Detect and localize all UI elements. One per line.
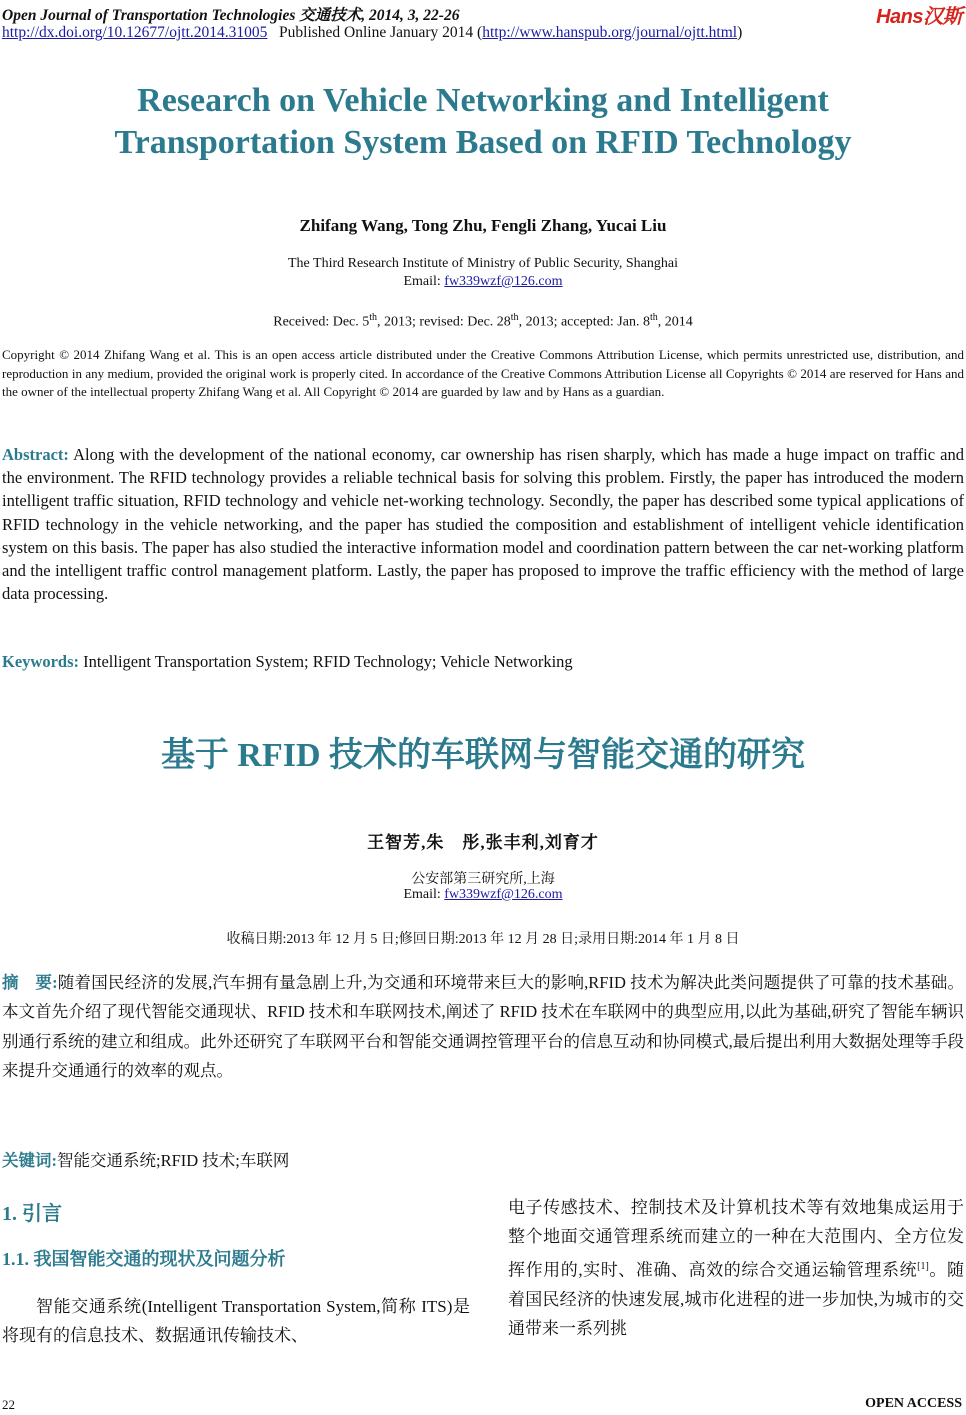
- open-access-label: OPEN ACCESS: [865, 1396, 962, 1411]
- section-heading-1-1: 1.1. 我国智能交通的现状及问题分析: [2, 1249, 286, 1269]
- publication-line: http://dx.doi.org/10.12677/ojtt.2014.31005 Published Online January 2014 (http://www.hanspub.org/journal/ojtt.html): [2, 24, 743, 41]
- affiliation-en: The Third Research Institute of Ministry of Public Security, Shanghai: [288, 256, 678, 271]
- journal-name-zh: 交通技术,: [299, 7, 366, 24]
- abstract-en: Abstract: Along with the development of the national economy, car ownership has risen sharply, which has made a huge impact on traffic and the environment. The RFID technology provides a reliable technical basis for solving this problem. Firstly, the paper has introduced the modern intelligent traffic situation, RFID technology and vehicle net-working technology. Secondly, the paper has described some typical applications of RFID technology in the vehicle networking, and the paper has studied the composition and establishment of intelligent vehicle identification system on this basis. The paper has also studied the interactive information model and coordination pattern between the car net-working platform and the intelligent traffic control management platform. Lastly, the paper has proposed to improve the traffic efficiency with the method of large data processing.: [2, 445, 964, 604]
- abstract-label: Abstract:: [2, 445, 69, 464]
- email-link[interactable]: fw339wzf@126.com: [444, 274, 563, 289]
- published-text: Published Online January 2014 (: [279, 24, 483, 41]
- journal-issue: 2014, 3, 22-26: [369, 7, 460, 24]
- keywords-label: Keywords:: [2, 652, 79, 671]
- journal-header: [2, 3, 459, 25]
- keywords-zh: 关键词:智能交通系统;RFID 技术;车联网: [2, 1151, 290, 1170]
- title-zh: 基于 RFID 技术的车联网与智能交通的研究: [160, 737, 806, 774]
- abstract-zh-label: 摘 要:: [2, 973, 58, 992]
- journal-url-link[interactable]: http://www.hanspub.org/journal/ojtt.html: [482, 24, 738, 41]
- journal-name: Open Journal of Transportation Technologies: [2, 7, 296, 24]
- keywords-zh-label: 关键词:: [2, 1151, 57, 1170]
- page-number: 22: [2, 1397, 15, 1412]
- received-zh: 收稿日期:2013 年 12 月 5 日;修回日期:2013 年 12 月 28 日;录用日期:2014 年 1 月 8 日: [226, 932, 740, 947]
- copyright-notice: Copyright © 2014 Zhifang Wang et al. This is an open access article distributed under the Creative Commons Attribution License, which permits unrestricted use, distribution, and reproduction in any medium, provided the original work is properly cited. In accordance of the Creative Commons Attribution License all Copyrights © 2014 are reserved for Hans and the owner of the intellectual property Zhifang Wang et al. All Copyright © 2014 are guarded by law and by Hans as a guardian.: [2, 347, 964, 399]
- right-column-paragraph: 电子传感技术、控制技术及计算机技术等有效地集成运用于整个地面交通管理系统而建立的一种在大范围内、全方位发挥作用的,实时、准确、高效的综合交通运输管理系统[1]。随着国民经济的快速发展,城市化进程的进一步加快,为城市的交通带来一系列挑: [508, 1198, 965, 1339]
- affiliation-zh: 公安部第三研究所,上海: [411, 872, 555, 887]
- keywords-en: Keywords: Intelligent Transportation System; RFID Technology; Vehicle Networking: [2, 652, 573, 671]
- email-zh: Email: fw339wzf@126.com: [403, 887, 563, 902]
- authors-zh: 王智芳,朱 彤,张丰利,刘育才: [367, 833, 599, 852]
- email-en: Email: fw339wzf@126.com: [403, 274, 563, 289]
- authors-en: Zhifang Wang, Tong Zhu, Fengli Zhang, Yucai Liu: [299, 216, 667, 235]
- citation-ref: [1]: [917, 1260, 929, 1272]
- received-en: Received: Dec. 5th, 2013; revised: Dec. 28th, 2013; accepted: Jan. 8th, 2014: [273, 312, 693, 330]
- abstract-zh: 摘 要:随着国民经济的发展,汽车拥有量急剧上升,为交通和环境带来巨大的影响,RFID 技术为解决此类问题提供了可靠的技术基础。本文首先介绍了现代智能交通现状、RFID 技术和车联网技术,阐述了 RFID 技术在车联网中的典型应用,以此为基础,研究了智能车辆识别通行系统的建立和组成。此外还研究了车联网平台和智能交通调控管理平台的信息互动和协同模式,最后提出利用大数据处理等手段来提升交通通行的效率的观点。: [2, 973, 965, 1081]
- email-link-zh[interactable]: fw339wzf@126.com: [444, 887, 563, 902]
- title-en: Research on Vehicle Networking and Intelligent Transportation System Based on RFID Technology: [114, 82, 852, 161]
- doi-link[interactable]: http://dx.doi.org/10.12677/ojtt.2014.31005: [2, 24, 268, 41]
- hans-logo: Hans汉斯: [876, 6, 962, 28]
- section-heading-1: 1. 引言: [2, 1203, 62, 1225]
- left-column-paragraph: 智能交通系统(Intelligent Transportation System,简称 ITS)是将现有的信息技术、数据通讯传输技术、: [2, 1297, 470, 1346]
